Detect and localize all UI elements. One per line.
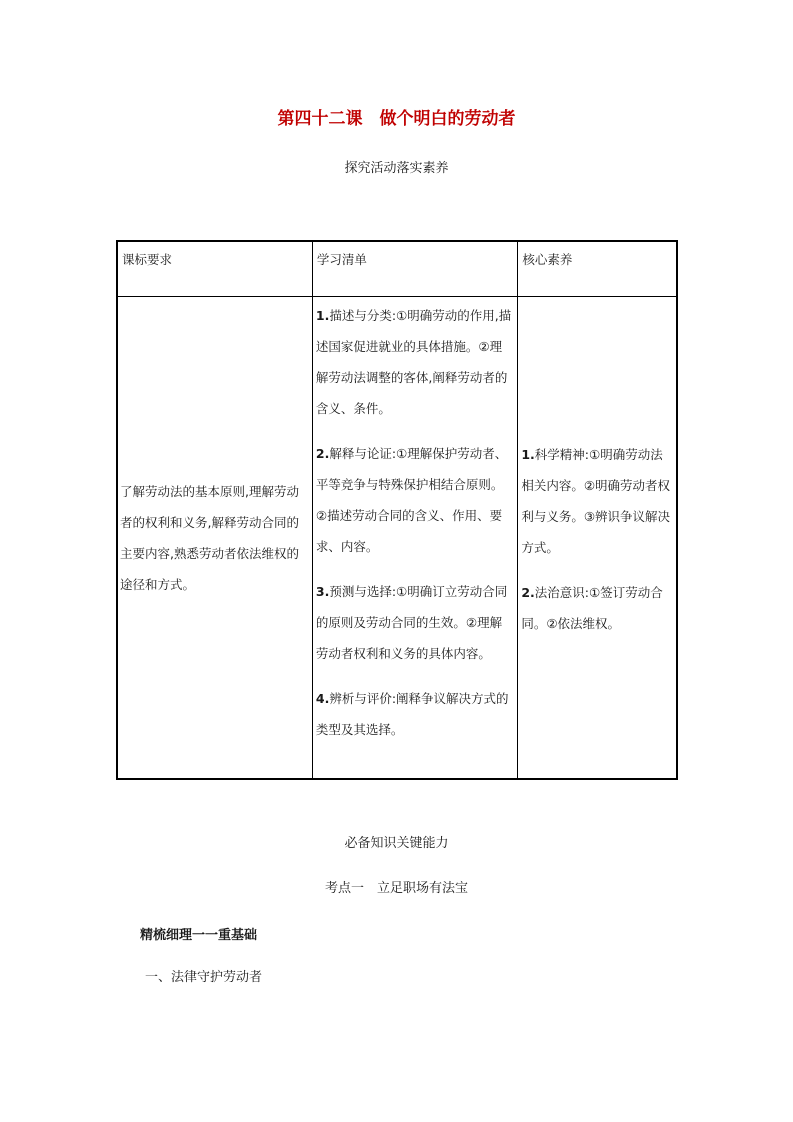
list-item-text: 描述与分类:①明确劳动的作用,描述国家促进就业的具体措施。②理解劳动法调整的客体,阐释劳动者的含义、条件。 (315, 308, 512, 416)
list-item-text: 解释与论证:①理解保护劳动者、平等竞争与特殊保护相结合原则。②描述劳动合同的含义、作用、要求、内容。 (315, 446, 508, 554)
literacy-item-text: 法治意识:①签订劳动合同。②依法维权。 (521, 585, 663, 631)
literacy-item (518, 439, 676, 563)
requirement-cell (117, 297, 312, 780)
literacy-item-text: 科学精神:①明确劳动法相关内容。②明确劳动者权利与义务。③辨识争议解决方式。 (521, 447, 671, 555)
list-item-number: 2. (315, 446, 330, 461)
list-item-number: 4. (315, 691, 330, 706)
curriculum-table (116, 240, 678, 780)
literacy-item (518, 577, 676, 639)
list-item (313, 576, 517, 669)
list-cell (312, 297, 517, 780)
topic-heading: 考点一 立足职场有法宝 (324, 881, 468, 896)
list-item (313, 438, 517, 562)
list-item (313, 683, 517, 745)
table-body-row (117, 297, 677, 780)
literacy-item-number: 1. (521, 447, 535, 462)
header-list: 学习清单 (312, 241, 517, 297)
literacy-item-number: 2. (521, 585, 535, 600)
table-header-row (117, 241, 677, 297)
section-subtitle: 探究活动落实素养 (344, 161, 449, 176)
header-literacy: 核心素养 (518, 241, 677, 297)
lesson-title: 第四十二课 做个明白的劳动者 (277, 109, 516, 129)
list-item-text: 预测与选择:①明确订立劳动合同的原则及劳动合同的生效。②理解劳动者权利和义务的具体内容。 (315, 584, 508, 661)
subheading: 精梳细理一一重基础 (140, 928, 258, 943)
list-item (313, 300, 517, 424)
literacy-cell (518, 297, 677, 780)
outline-item: 一、法律守护劳动者 (145, 970, 263, 985)
list-item-number: 1. (315, 308, 330, 323)
section-heading: 必备知识关键能力 (344, 836, 449, 851)
list-item-number: 3. (315, 584, 330, 599)
list-item-text: 辨析与评价:阐释争议解决方式的类型及其选择。 (315, 691, 509, 737)
header-requirement: 课标要求 (117, 241, 312, 297)
requirement-text: 了解劳动法的基本原则,理解劳动者的权利和义务,解释劳动合同的主要内容,熟悉劳动者依法维权的途径和方式。 (120, 484, 299, 592)
